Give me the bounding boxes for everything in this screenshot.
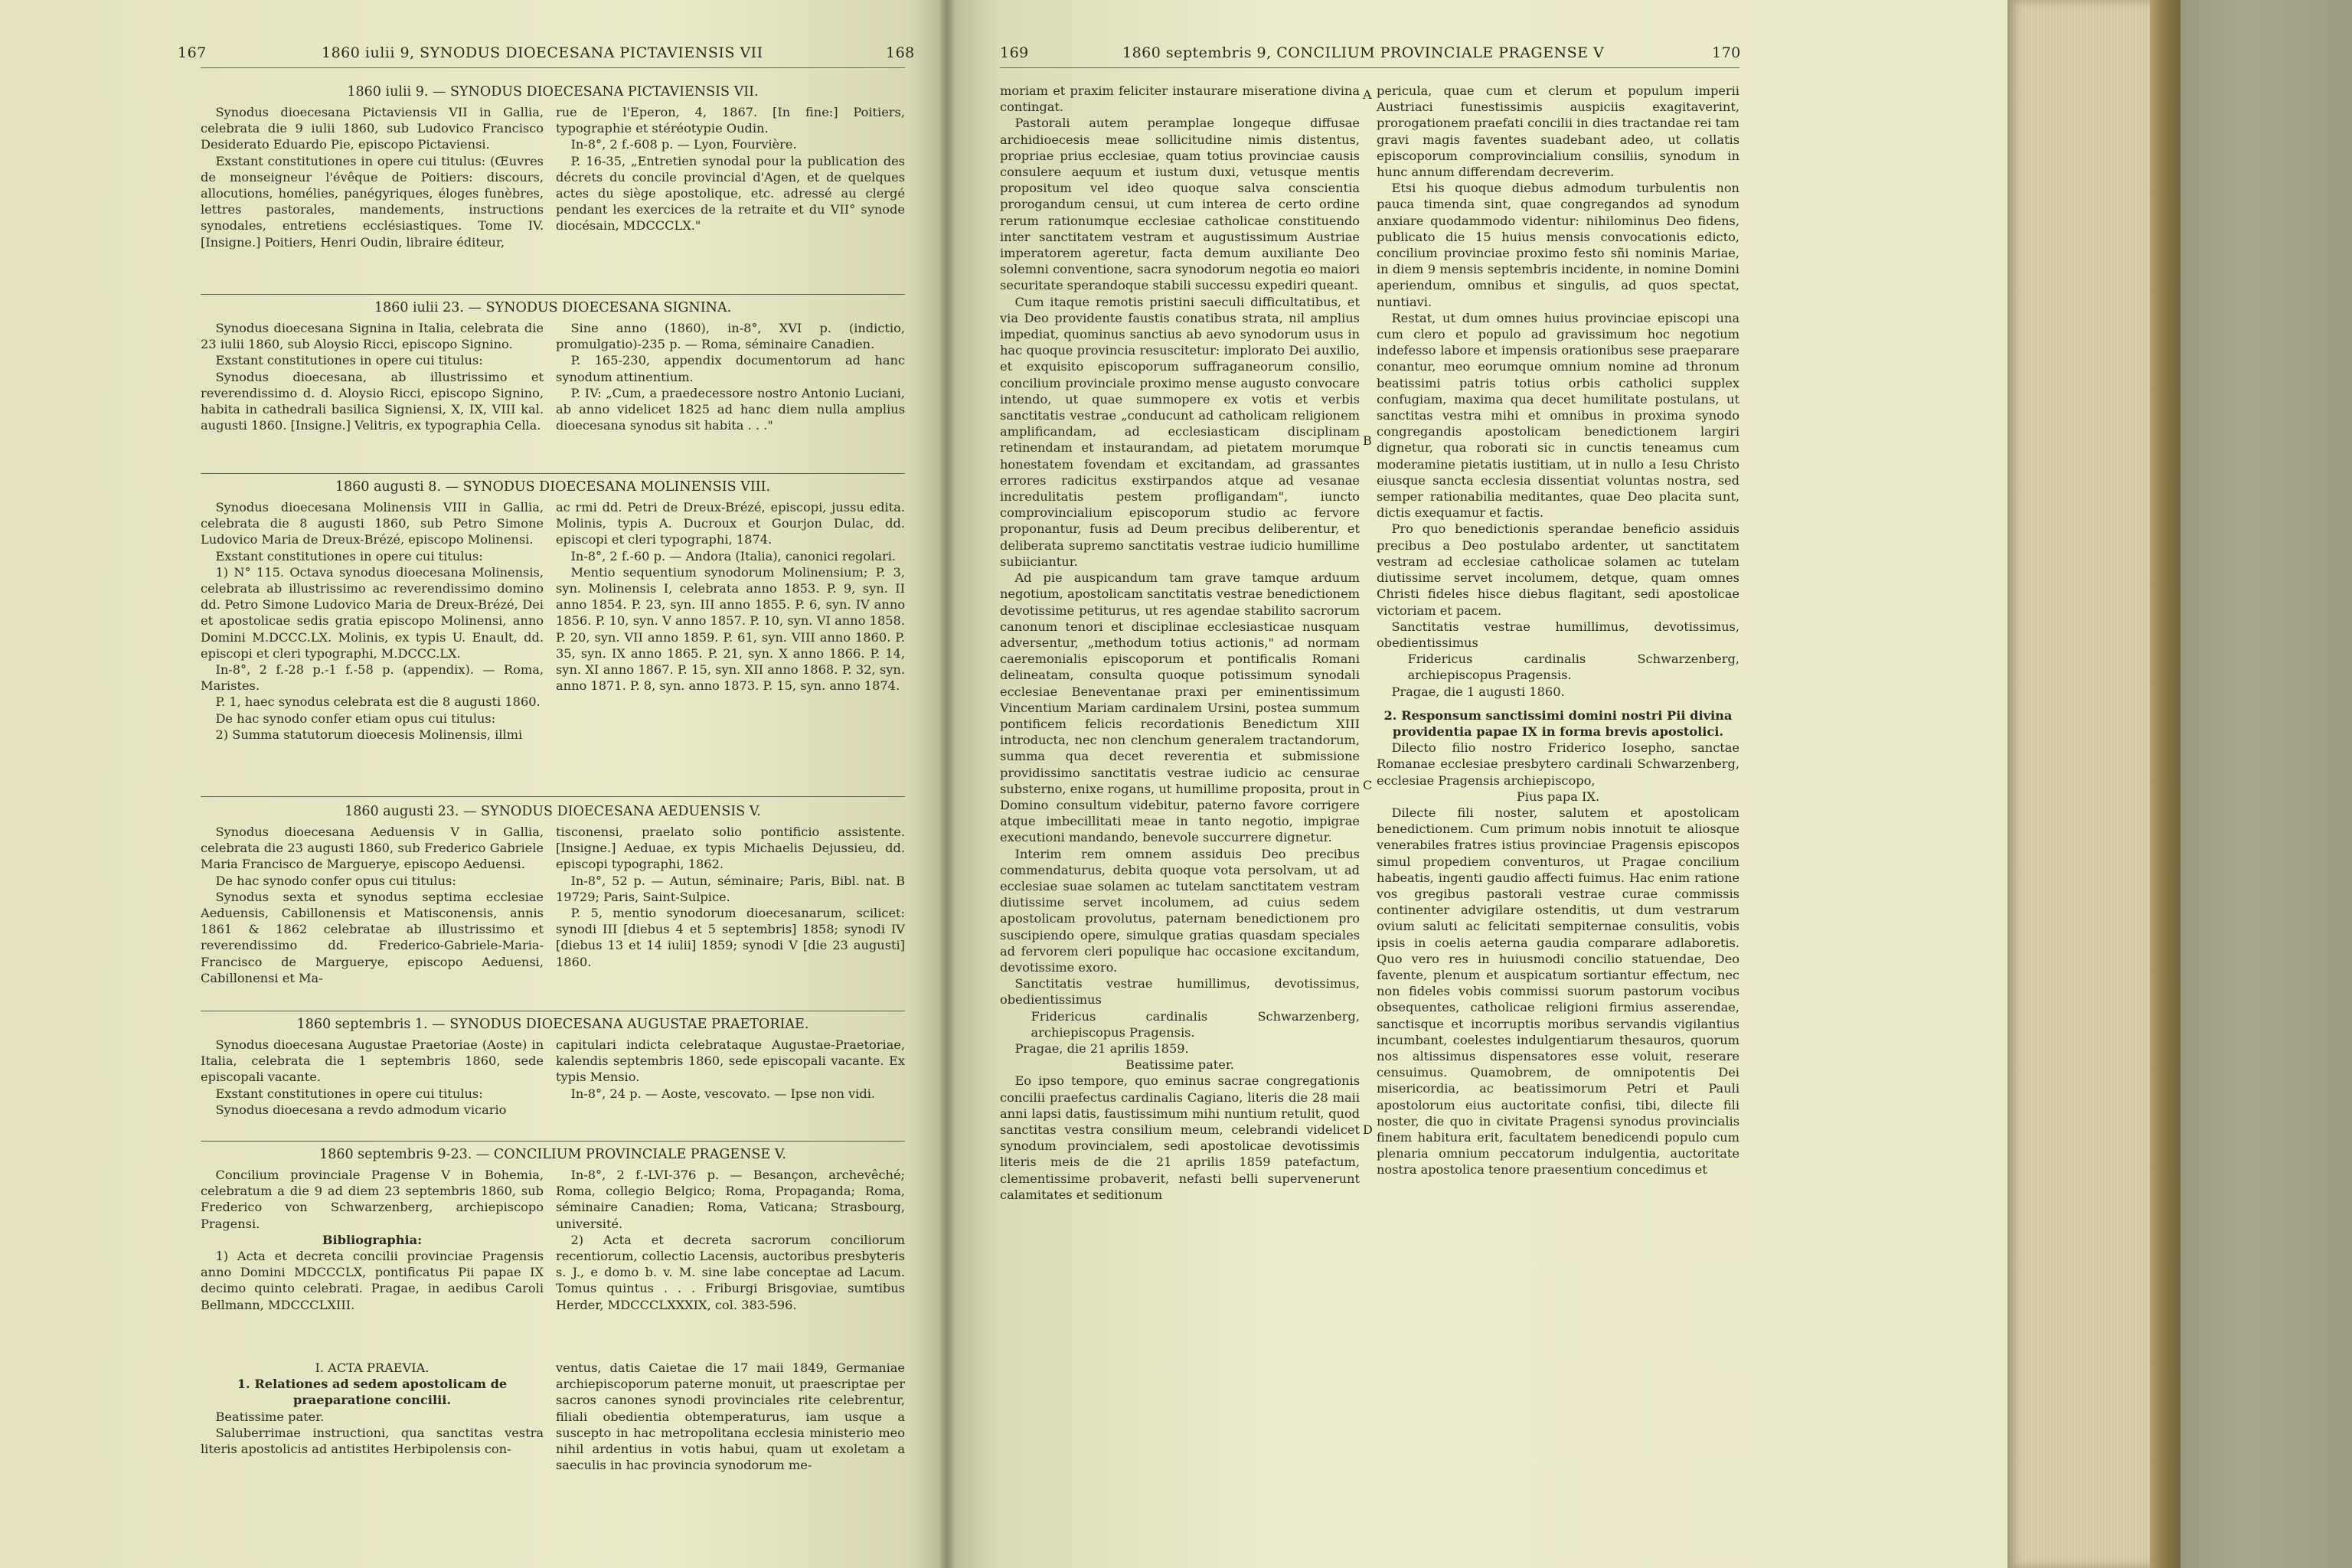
paragraph: ac rmi dd. Petri de Dreux-Brézé, episcopi, jussu edita. Molinis, typis A. Ducroux et Gourjon Dulac, dd. episcopi et cleri typographi, 1874. bbox=[556, 500, 905, 547]
paragraph: Saluberrimae instructioni, qua sanctitas vestra literis apostolicis ad antistites Herbipolensis con- bbox=[201, 1425, 544, 1457]
entry-divider bbox=[201, 294, 905, 295]
paragraph: Exstant constitutiones in opere cui titulus: (Œuvres de monseigneur l'évêque de Poitiers: discours, allocutions, homélies, panégyriques, éloges funèbres, lettres pastorales, mandements, instructions synodales, entretiens ecclésiastiques. Tome IV. [Insigne.] Poitiers, Henri Oudin, libraire éditeur, bbox=[201, 153, 544, 250]
paragraph: In-8°, 24 p. — Aoste, vescovato. — Ipse non vidi. bbox=[570, 1086, 876, 1101]
paragraph: Synodus sexta et synodus septima ecclesiae Aeduensis, Cabillonensis et Matisconensis, annis 1861 & 1862 celebratae ab illustrissimo et reverendissimo dd. Frederico-Gabriele-Maria-Francisco de Margueryе, episcopo Aeduensi, Cabillonensi et Ma- bbox=[201, 889, 544, 985]
entry-column-2 bbox=[556, 1037, 905, 1102]
margin-letter: B bbox=[1363, 433, 1372, 448]
entry-column-2 bbox=[556, 320, 905, 433]
entry-column-2 bbox=[556, 104, 905, 234]
addressee: Dilecto filio nostro Friderico Iosepho, sanctae Romanae ecclesiae presbytero cardinali Schwarzenberg, ecclesiae Pragensis archiepiscopo, bbox=[1377, 740, 1740, 788]
book-gutter bbox=[939, 0, 956, 1568]
entry-divider bbox=[201, 473, 905, 474]
background-wall bbox=[2174, 0, 2352, 1568]
right-page bbox=[946, 0, 2007, 1568]
header-rule bbox=[1000, 67, 1740, 68]
paragraph: rue de l'Eperon, 4, 1867. [In fine:] Poitiers, typographie et stéréotypie Oudin. bbox=[556, 105, 905, 136]
entry-column-1 bbox=[201, 1037, 544, 1118]
paragraph: In-8°, 2 f.-28 p.-1 f.-58 p. (appendix). — Roma, Maristes. bbox=[201, 662, 544, 694]
paragraph: Ad pie auspicandum tam grave tamque arduum negotium, apostolicam sanctitatis vestrae benedictionem devotissime petiturus, ut res agendae stabilito sacrorum canonum tenori et disciplinae ecclesiasticae nusquam adversentur, „methodum totius actionis," ad normam caeremonialis episcoporum et pontificalis Romani delineatam, consulta quoque potissimum synodali ecclesiae Beneventanae praxi per eminentissimum Vincentium Mariam cardinalem Ursini, postea summum pontificem felicis recordationis Benedictum XIII introducta, nec non clenchum generalem tractandorum, summa qua decet reverentia et submissione providissimo sanctitatis vestrae iudicio ac censurae substerno, enixe rogans, ut humillime proposita, prout in Domino consultum videbitur, paterno favore corrigere atque imbecillitati meae in tanto negotio, impigrae executioni mandando, benevole succurrere dignetur. bbox=[1000, 570, 1360, 845]
entry-column-2 bbox=[556, 824, 905, 970]
entry-column-1 bbox=[201, 499, 544, 743]
paragraph: P. 165-230, appendix documentorum ad hanc synodum attinentium. bbox=[556, 353, 905, 384]
paragraph: Sanctitatis vestrae humillimus, devotissimus, obedientissimus bbox=[1000, 976, 1360, 1008]
paragraph: Dilecte fili noster, salutem et apostolicam benedictionem. Cum primum nobis innotuit te aliosque venerabiles fratres istius provinciae Pragensis episcopos simul propediem conventuros, ut Pragae concilium habeatis, ingenti gaudio affecti fuimus. Hac enim ratione vos gregibus pastorali vestrae curae commissis continenter advigilare ostenditis, ut dum vestrarum ovium saluti ac felicitati sempiternae consulitis, vobis ipsis in coelis aeterna gaudia comparare adlaboretis. Quo vero res in huiusmodi concilio statuendae, Deo favente, plenum et auspicatum sortiantur effectum, nec non fideles vobis commissi suorum pastorum vocibus obsequentes, catholicae religioni firmius asserendae, sanctisque et incorruptis moribus servandis vigilantius incumbant, coelestes indulgentiarum thesauros, quorum nos altissimus dispensatores esse voluit, reserare censuimus. Quamobrem, de omnipotentis Dei misericordia, ac beatissimorum Petri et Pauli apostolorum eius auctoritate confisi, tibi, dilecte fili noster, die quo in civitate Pragensi synodus provincialis finem habitura erit, facultatem benedicendi populo cum plenaria omnium peccatorum indulgentia, auctoritate nostra apostolica tenore praesentium concedimus et bbox=[1377, 805, 1740, 1178]
page-number-outer: 167 bbox=[178, 44, 207, 61]
paragraph: Synodus dioecesana Augustae Praetoriae (Aoste) in Italia, celebrata die 1 septembris 1860, sede episcopali vacante. bbox=[201, 1037, 544, 1085]
letter-column-1 bbox=[1000, 83, 1360, 1203]
section-title: 1. Relationes ad sedem apostolicam de praeparatione concilii. bbox=[237, 1377, 508, 1408]
entry-column-1 bbox=[201, 824, 544, 986]
margin-letter: A bbox=[1363, 87, 1372, 102]
paragraph: Cum itaque remotis pristini saeculi difficultatibus, et via Deo providente faustis conatibus strata, nil amplius impediat, quominus sanctius ab aevo synodorum usus in hac quoque provincia resuscitetur: implorato Dei auxilio, et exquisito episcoporum suffraganeorum consilio, concilium provinciale proximo mense augusto convocare intendo, ut quae summopere ex votis et verbis sanctitatis vestrae „conducunt ad catholicam religionem amplificandam, ad ecclesiasticam disciplinam retinendam et instaurandam, ad pietatem morumque honestatem fovendam et excitandam, ad grassantes errores radicitus exstirpandos atque ad vesanae incredulitatis pestem profligandam", iuncto comprovincialium episcoporum studio ac fervore proponantur, fusis ad Deum precibus deliberentur, et deliberata supremo sanctitatis vestrae iudicio humillime subiiciantur. bbox=[1000, 294, 1360, 569]
margin-letter: D bbox=[1363, 1122, 1373, 1137]
paragraph: Synodus dioecesana Pictaviensis VII in Gallia, celebrata die 9 iulii 1860, sub Ludovico Francisco Desiderato Eduardo Pie, episcopo Pictaviensi. bbox=[201, 105, 544, 152]
paragraph: Pastorali autem peramplae longeque diffusae archidioecesis meae sollicitudine nimis distentus, propriae prius ecclesiae, quam totius provinciae causis consulere aequum et iustum duxi, vetusque mentis propositum vel ideo quoque salva conscientia prorogandum censui, ut cum interea de certo ordine rerum rationumque ecclesiae catholicae constituendo inter sanctitatem vestram et augustissimum Austriae imperatorem ageretur, facta demum auxiliante Deo solemni conventione, sacra synodorum negotia eo maiori securitate sperandoque stabili successu expediri queant. bbox=[1000, 116, 1360, 293]
entry-column-1 bbox=[201, 1167, 544, 1313]
page-edges bbox=[2007, 0, 2168, 1568]
signature: Fridericus cardinalis Schwarzenberg, archiepiscopus Pragensis. bbox=[1407, 652, 1740, 683]
entry-heading: 1860 iulii 9. — SYNODUS DIOECESANA PICTAVIENSIS VII. bbox=[347, 84, 759, 100]
margin-letter: C bbox=[1363, 778, 1373, 792]
left-page bbox=[0, 0, 946, 1568]
entry-heading: 1860 iulii 23. — SYNODUS DIOECESANA SIGNINA. bbox=[374, 300, 732, 315]
signature: Fridericus cardinalis Schwarzenberg, archiepiscopus Pragensis. bbox=[1031, 1008, 1360, 1040]
bibliography-heading: Bibliographia: bbox=[322, 1232, 423, 1247]
paragraph: P. 5, mentio synodorum dioecesanarum, scilicet: synodi III [diebus 4 et 5 septembris] 1858; synodi IV [diebus 13 et 14 iulii] 1859; synodi V [die 23 augusti] 1860. bbox=[556, 906, 905, 969]
entry-column-1 bbox=[201, 104, 544, 250]
paragraph: In-8°, 2 f.-60 p. — Andora (Italia), canonici regolari. bbox=[570, 548, 897, 564]
paragraph: ventus, datis Caietae die 17 maii 1849, Germaniae archiepiscoporum paterne monuit, ut praescriptae per sacros canones synodi provinciales rite celebrentur, filiali obedientia obtemperaturus, iam usque a suscepto in hac metropolitana ecclesia ministerio meo nihil ardentius in votis habui, quam ut exoletam a saeculis in hac provincia synodorum me- bbox=[556, 1361, 905, 1473]
paragraph: tisconensi, praelato solio pontificio assistente. [Insigne.] Aeduae, ex typis Michaelis Dejussieu, dd. episcopi typographi, 1862. bbox=[556, 825, 905, 872]
paragraph: Exstant constitutiones in opere cui titulus: bbox=[215, 548, 483, 564]
paragraph: Pro quo benedictionis sperandae beneficio assiduis precibus a Deo postulabo ardenter, ut sanctitatem vestram ad ecclesiae catholicae solamen ac tutelam diutissime servet incolumem, detque, quam omnes Christi fideles hisce diebus flagitant, sedi apostolicae victoriam et pacem. bbox=[1377, 521, 1740, 618]
paragraph: Exstant constitutiones in opere cui titulus: bbox=[215, 1086, 483, 1101]
paragraph: Synodus dioecesana, ab illustrissimo et reverendissimo d. d. Aloysio Ricci, episcopo Signino, habita in cathedrali basilica Signiensi, X, IX, VIII kal. augusti 1860. [Insigne.] Velitris, ex typographia Cella. bbox=[201, 369, 544, 433]
paragraph: De hac synodo confer opus cui titulus: bbox=[215, 873, 456, 888]
paragraph: In-8°, 52 p. — Autun, séminaire; Paris, Bibl. nat. B 19729; Paris, Saint-Sulpice. bbox=[556, 873, 905, 904]
entry-divider bbox=[201, 1141, 905, 1142]
cover-edge bbox=[2150, 0, 2180, 1568]
header-rule bbox=[201, 67, 905, 68]
place-date: Pragae, die 21 aprilis 1859. bbox=[1014, 1040, 1189, 1056]
paragraph: P. 16-35, „Entretien synodal pour la publication des décrets du concile provincial d'Agen, et de quelques actes du siège apostolique, etc. adressé au clergé pendant les exercices de la retraite et du VII° synode diocésain, MDCCCLX." bbox=[556, 153, 905, 234]
paragraph: Synodus dioecesana Molinensis VIII in Gallia, celebrata die 8 augusti 1860, sub Petro Simone Ludovico Maria de Dreux-Brézé, episcopo Molinensi. bbox=[201, 500, 544, 547]
page-number-inner: 170 bbox=[1712, 44, 1741, 61]
entry-heading: 1860 augusti 23. — SYNODUS DIOECESANA AEDUENSIS V. bbox=[345, 804, 761, 819]
paragraph: Sanctitatis vestrae humillimus, devotissimus, obedientissimus bbox=[1377, 619, 1740, 650]
pope-title: Pius papa IX. bbox=[1516, 789, 1600, 804]
paragraph: De hac synodo confer etiam opus cui titulus: bbox=[215, 710, 496, 726]
paragraph: capitulari indicta celebrataque Augustae-Praetoriae, kalendis septembris 1860, sede episcopali vacante. Ex typis Mensio. bbox=[556, 1037, 905, 1085]
entry-column-1 bbox=[201, 320, 544, 433]
entry-divider bbox=[201, 796, 905, 797]
paragraph: Concilium provinciale Pragense V in Bohemia, celebratum a die 9 ad diem 23 septembris 1860, sub Frederico von Schwarzenberg, archiepiscopo Pragensi. bbox=[201, 1168, 544, 1231]
entry-heading: 1860 septembris 9-23. — CONCILIUM PROVINCIALE PRAGENSE V. bbox=[319, 1147, 786, 1162]
acta-column-1 bbox=[201, 1360, 544, 1457]
paragraph: moriam et praxim feliciter instaurare miseratione divina contingat. bbox=[1000, 83, 1360, 115]
section-title: 2. Responsum sanctissimi domini nostri Pii divina providentia papae IX in forma brevis apostolici. bbox=[1383, 707, 1733, 739]
salutation: Beatissime pater. bbox=[215, 1409, 325, 1424]
paragraph: P. 1, haec synodus celebrata est die 8 augusti 1860. bbox=[215, 694, 541, 710]
paragraph: 2) Summa statutorum dioecesis Molinensis, illmi bbox=[215, 727, 523, 742]
page-number-outer: 169 bbox=[1000, 44, 1029, 61]
page-number-inner: 168 bbox=[886, 44, 915, 61]
salutation: Beatissime pater. bbox=[1125, 1057, 1234, 1073]
paragraph: Interim rem omnem assiduis Deo precibus commendaturus, debita quoque vota persolvam, ut ad ecclesiae suae solamen ac tutelam sanctitatem vestram diutissime servet incolumem, ad cuius sedem apostolicam provolutus, paternam benedictionem pro suscipiendo opere, simulque gratias quasdam speciales ad fervorem cleri populique hac occasione excitandum, devotissime exoro. bbox=[1000, 846, 1360, 975]
paragraph: pericula, quae cum et clerum et populum imperii Austriaci funestissimis auspiciis exagitaverint, prorogationem praefati concilii in dies tractandae rei tam gravi magis faventes suadebant adeo, ut collatis episcoporum comprovincialium consiliis, synodum in hunc annum differendam decreverim. bbox=[1377, 83, 1740, 180]
paragraph: 2) Acta et decreta sacrorum conciliorum recentiorum, collectio Lacensis, auctoribus presbyteris s. J., e domo b. v. M. sine labe conceptae ad Lacum. Tomus quintus . . . Friburgi Brisgoviae, sumtibus Herder, MDCCCLXXXIX, col. 383-596. bbox=[556, 1232, 905, 1312]
part-title: I. ACTA PRAEVIA. bbox=[315, 1361, 430, 1375]
entry-heading: 1860 septembris 1. — SYNODUS DIOECESANA AUGUSTAE PRAETORIAE. bbox=[296, 1017, 809, 1032]
place-date: Pragae, die 1 augusti 1860. bbox=[1391, 684, 1565, 699]
paragraph: 1) N° 115. Octava synodus dioecesana Molinensis, celebrata ab illustrissimo ac reverendissimo domino dd. Petro Simone Ludovico Maria de Dreux-Brézé, Dei et apostolicae sedis gratia episcopo Molinensi, anno Domini M.DCCC.LX. Molinis, ex typis U. Enault, dd. episcopi et cleri typographi, M.DCCC.LX. bbox=[201, 564, 544, 661]
paragraph: Synodus dioecesana a revdo admodum vicario bbox=[215, 1102, 507, 1117]
paragraph: Synodus dioecesana Signina in Italia, celebrata die 23 iulii 1860, sub Aloysio Ricci, episcopo Signino. bbox=[201, 321, 544, 352]
running-title: 1860 iulii 9, SYNODUS DIOECESANA PICTAVIENSIS VII bbox=[322, 44, 763, 61]
entry-column-2 bbox=[556, 1167, 905, 1313]
paragraph: In-8°, 2 f.-608 p. — Lyon, Fourvière. bbox=[570, 137, 797, 152]
paragraph: Exstant constitutiones in opere cui titulus: bbox=[215, 353, 483, 368]
paragraph: P. IV: „Cum, a praedecessore nostro Antonio Luciani, ab anno videlicet 1825 ad hanc diem nulla amplius dioecesana synodus sit habita . . ." bbox=[556, 385, 905, 433]
running-title: 1860 septembris 9, CONCILIUM PROVINCIALE PRAGENSE V bbox=[1122, 44, 1605, 61]
paragraph: Mentio sequentium synodorum Molinensium; P. 3, syn. Molinensis I, celebrata anno 1853. P. 9, syn. II anno 1854. P. 23, syn. III anno 1855. P. 6, syn. IV anno 1856. P. 10, syn. V anno 1857. P. 10, syn. VI anno 1858. P. 20, syn. VII anno 1859. P. 61, syn. VIII anno 1860. P. 35, syn. IX anno 1865. P. 21, syn. X anno 1866. P. 14, syn. XI anno 1867. P. 15, syn. XII anno 1868. P. 32, syn. anno 1871. P. 8, syn. anno 1873. P. 15, syn. anno 1874. bbox=[556, 564, 905, 694]
paragraph: In-8°, 2 f.-LVI-376 p. — Besançon, archevêché; Roma, collegio Belgico; Roma, Propaganda; Roma, séminaire Canadien; Roma, Vaticana; Strasbourg, université. bbox=[556, 1168, 905, 1231]
paragraph: 1) Acta et decreta concilii provinciae Pragensis anno Domini MDCCCLX, pontificatus Pii papae IX decimo quinto celebrati. Pragae, in aedibus Caroli Bellmann, MDCCCLXIII. bbox=[201, 1249, 544, 1312]
paragraph: Restat, ut dum omnes huius provinciae episcopi una cum clero et populo ad gravissimum hoc negotium indefesso labore et impensis orationibus sese praeparare conantur, meo eorumque omnium nomine ad thronum beatissimi patris totius orbis catholici supplex confugiam, maxima qua decet humilitate postulans, ut sanctitas vestra mihi et omnibus in proxima synodo congregandis apostolicam benedictionem largiri dignetur, qua roborati sic in cunctis teneamus cum moderamine pietatis iustitiam, ut in nullo a Iesu Christo eiusque sancta ecclesia dissentiat voluntas nostra, sed semper rationabilia meditantes, quae Deo placita sunt, dictis exequamur et factis. bbox=[1377, 310, 1740, 521]
paragraph: Sine anno (1860), in-8°, XVI p. (indictio, promulgatio)-235 p. — Roma, séminaire Canadien. bbox=[556, 321, 905, 352]
paragraph: Etsi his quoque diebus admodum turbulentis non pauca timenda sint, quae congregandos ad synodum anxiare quodammodo videntur: nihilominus Deo fidens, publicato die 15 huius mensis convocationis edicto, concilium provinciae proximo festo sñi nominis Mariae, in diem 9 mensis septembris incidente, in nomine Domini aperiendum, omnibus et singulis, ad quos spectat, nuntiavi. bbox=[1377, 181, 1740, 309]
entry-column-2 bbox=[556, 499, 905, 694]
entry-heading: 1860 augusti 8. — SYNODUS DIOECESANA MOLINENSIS VIII. bbox=[335, 479, 771, 495]
paragraph: Synodus dioecesana Aeduensis V in Gallia, celebrata die 23 augusti 1860, sub Frederico Gabriele Maria Francisco de Margueryе, episcopo Aeduensi. bbox=[201, 825, 544, 872]
acta-column-2 bbox=[556, 1360, 905, 1473]
paragraph: Eo ipso tempore, quo eminus sacrae congregationis concilii praefectus cardinalis Cagiano, literis die 28 maii anni lapsi datis, faustissimum mihi nuntium retulit, quod sanctitas vestra consilium meum, celebrandi videlicet synodum provincialem, sedi apostolicae devotissimis literis meis de die 21 aprilis 1859 patefactum, clementissime probaverit, nefasti belli supervenerunt calamitates et seditionum bbox=[1000, 1073, 1360, 1202]
letter-column-2 bbox=[1377, 83, 1740, 1178]
